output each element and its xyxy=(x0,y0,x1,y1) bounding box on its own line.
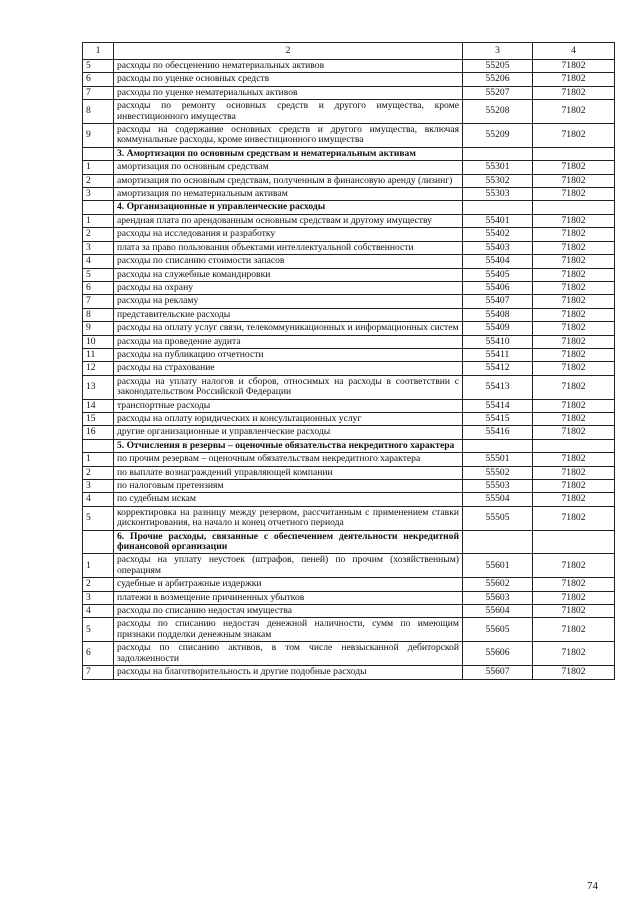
table-row xyxy=(83,666,615,679)
table-row xyxy=(83,255,615,268)
account-symbol: 71802 xyxy=(533,188,615,201)
item-description: расходы на исследования и разработку xyxy=(114,228,463,241)
account-code: 55401 xyxy=(463,214,533,227)
item-description: амортизация по основным средствам xyxy=(114,161,463,174)
account-symbol: 71802 xyxy=(533,281,615,294)
item-description: расходы на рекламу xyxy=(114,295,463,308)
table-row xyxy=(83,591,615,604)
row-number: 6 xyxy=(83,281,114,294)
item-description: расходы по списанию активов, в том числе невзысканной дебиторской задолженности xyxy=(114,642,463,666)
row-number: 3 xyxy=(83,480,114,493)
item-description: по прочим резервам – оценочным обязательствам некредитного характера xyxy=(114,453,463,466)
column-number-2: 2 xyxy=(114,43,463,60)
account-symbol: 71802 xyxy=(533,348,615,361)
row-number: 2 xyxy=(83,228,114,241)
section-title: 6. Прочие расходы, связанные с обеспечением деятельности некредитной финансовой организации xyxy=(114,530,463,554)
account-symbol: 71802 xyxy=(533,605,615,618)
item-description: расходы по списанию недостач денежной наличности, сумм по имеющим признаки подделки денежным знакам xyxy=(114,618,463,642)
row-number: 5 xyxy=(83,268,114,281)
table-row xyxy=(83,618,615,642)
row-number xyxy=(83,201,114,214)
account-symbol: 71802 xyxy=(533,493,615,506)
account-symbol: 71802 xyxy=(533,228,615,241)
row-number: 9 xyxy=(83,124,114,148)
account-symbol: 71802 xyxy=(533,399,615,412)
account-code: 55502 xyxy=(463,466,533,479)
account-symbol xyxy=(533,530,615,554)
accounts-table xyxy=(82,42,615,680)
item-description: расходы на охрану xyxy=(114,281,463,294)
account-code xyxy=(463,530,533,554)
account-symbol: 71802 xyxy=(533,375,615,399)
row-number: 8 xyxy=(83,308,114,321)
section-row xyxy=(83,147,615,160)
account-code: 55409 xyxy=(463,322,533,335)
item-description: расходы по списанию недостач имущества xyxy=(114,605,463,618)
row-number: 6 xyxy=(83,642,114,666)
table-row xyxy=(83,480,615,493)
item-description: арендная плата по арендованным основным средствам и другому имуществу xyxy=(114,214,463,227)
account-code: 55302 xyxy=(463,174,533,187)
row-number: 9 xyxy=(83,322,114,335)
row-number: 16 xyxy=(83,426,114,439)
account-symbol: 71802 xyxy=(533,268,615,281)
account-code: 55414 xyxy=(463,399,533,412)
item-description: представительские расходы xyxy=(114,308,463,321)
table-row xyxy=(83,86,615,99)
page-number: 74 xyxy=(587,880,598,892)
table-row xyxy=(83,466,615,479)
account-code: 55403 xyxy=(463,241,533,254)
account-code: 55405 xyxy=(463,268,533,281)
account-code: 55605 xyxy=(463,618,533,642)
table-row xyxy=(83,188,615,201)
table-row xyxy=(83,322,615,335)
account-code: 55208 xyxy=(463,100,533,124)
row-number: 2 xyxy=(83,466,114,479)
account-code: 55415 xyxy=(463,412,533,425)
account-symbol: 71802 xyxy=(533,161,615,174)
row-number: 4 xyxy=(83,493,114,506)
account-code: 55205 xyxy=(463,60,533,73)
row-number: 8 xyxy=(83,100,114,124)
account-symbol xyxy=(533,147,615,160)
account-code xyxy=(463,147,533,160)
table-row xyxy=(83,399,615,412)
item-description: по судебным искам xyxy=(114,493,463,506)
row-number: 15 xyxy=(83,412,114,425)
account-code xyxy=(463,439,533,452)
item-description: расходы на страхование xyxy=(114,362,463,375)
account-symbol xyxy=(533,201,615,214)
row-number: 7 xyxy=(83,295,114,308)
item-description: расходы по уценке нематериальных активов xyxy=(114,86,463,99)
table-row xyxy=(83,375,615,399)
account-symbol: 71802 xyxy=(533,591,615,604)
table-row xyxy=(83,642,615,666)
table-row xyxy=(83,426,615,439)
item-description: расходы по обесценению нематериальных активов xyxy=(114,60,463,73)
account-symbol: 71802 xyxy=(533,60,615,73)
table-row xyxy=(83,281,615,294)
account-code: 55505 xyxy=(463,506,533,530)
section-row xyxy=(83,201,615,214)
row-number: 3 xyxy=(83,188,114,201)
account-symbol: 71802 xyxy=(533,453,615,466)
item-description: судебные и арбитражные издержки xyxy=(114,578,463,591)
account-code: 55607 xyxy=(463,666,533,679)
column-number-1: 1 xyxy=(83,43,114,60)
table-row xyxy=(83,348,615,361)
account-code: 55407 xyxy=(463,295,533,308)
item-description: расходы на проведение аудита xyxy=(114,335,463,348)
item-description: расходы на публикацию отчетности xyxy=(114,348,463,361)
column-number-3: 3 xyxy=(463,43,533,60)
account-symbol: 71802 xyxy=(533,466,615,479)
table-row xyxy=(83,605,615,618)
table-row xyxy=(83,493,615,506)
account-symbol: 71802 xyxy=(533,480,615,493)
account-code: 55501 xyxy=(463,453,533,466)
row-number: 7 xyxy=(83,666,114,679)
table-row xyxy=(83,161,615,174)
table-row xyxy=(83,412,615,425)
row-number: 5 xyxy=(83,506,114,530)
account-symbol: 71802 xyxy=(533,666,615,679)
table-row xyxy=(83,174,615,187)
account-code: 55606 xyxy=(463,642,533,666)
account-code: 55209 xyxy=(463,124,533,148)
account-code: 55402 xyxy=(463,228,533,241)
row-number: 1 xyxy=(83,161,114,174)
account-code: 55413 xyxy=(463,375,533,399)
column-number-row xyxy=(83,43,615,60)
item-description: по налоговым претензиям xyxy=(114,480,463,493)
account-symbol: 71802 xyxy=(533,174,615,187)
item-description: расходы на содержание основных средств и другого имущества, включая коммунальные расходы, кроме инвестиционного имущества xyxy=(114,124,463,148)
row-number: 2 xyxy=(83,578,114,591)
account-symbol: 71802 xyxy=(533,554,615,578)
account-code: 55301 xyxy=(463,161,533,174)
account-code: 55602 xyxy=(463,578,533,591)
account-code: 55303 xyxy=(463,188,533,201)
account-symbol: 71802 xyxy=(533,322,615,335)
section-row xyxy=(83,530,615,554)
table-row xyxy=(83,268,615,281)
account-code xyxy=(463,201,533,214)
column-number-4: 4 xyxy=(533,43,615,60)
table-row xyxy=(83,578,615,591)
row-number: 1 xyxy=(83,214,114,227)
item-description: расходы на оплату услуг связи, телекоммуникационных и информационных систем xyxy=(114,322,463,335)
row-number: 7 xyxy=(83,86,114,99)
table-row xyxy=(83,362,615,375)
account-symbol: 71802 xyxy=(533,308,615,321)
table-row xyxy=(83,308,615,321)
account-symbol: 71802 xyxy=(533,578,615,591)
account-code: 55406 xyxy=(463,281,533,294)
account-symbol: 71802 xyxy=(533,86,615,99)
section-title: 4. Организационные и управленческие расходы xyxy=(114,201,463,214)
row-number xyxy=(83,530,114,554)
account-symbol: 71802 xyxy=(533,214,615,227)
item-description: расходы на служебные командировки xyxy=(114,268,463,281)
account-code: 55411 xyxy=(463,348,533,361)
item-description: расходы на уплату неустоек (штрафов, пеней) по прочим (хозяйственным) операциям xyxy=(114,554,463,578)
item-description: расходы по списанию стоимости запасов xyxy=(114,255,463,268)
item-description: расходы на благотворительность и другие подобные расходы xyxy=(114,666,463,679)
table-row xyxy=(83,100,615,124)
account-symbol: 71802 xyxy=(533,100,615,124)
row-number: 4 xyxy=(83,255,114,268)
item-description: расходы по ремонту основных средств и другого имущества, кроме инвестиционного имущества xyxy=(114,100,463,124)
row-number: 5 xyxy=(83,60,114,73)
table-row xyxy=(83,241,615,254)
table-row xyxy=(83,214,615,227)
account-code: 55503 xyxy=(463,480,533,493)
section-title: 5. Отчисления в резервы – оценочные обязательства некредитного характера xyxy=(114,439,463,452)
row-number: 3 xyxy=(83,591,114,604)
account-symbol: 71802 xyxy=(533,642,615,666)
account-symbol: 71802 xyxy=(533,426,615,439)
account-code: 55206 xyxy=(463,73,533,86)
table-row xyxy=(83,124,615,148)
table-row xyxy=(83,453,615,466)
row-number: 14 xyxy=(83,399,114,412)
row-number: 10 xyxy=(83,335,114,348)
account-code: 55410 xyxy=(463,335,533,348)
row-number xyxy=(83,147,114,160)
row-number: 1 xyxy=(83,554,114,578)
account-code: 55207 xyxy=(463,86,533,99)
item-description: расходы на уплату налогов и сборов, относимых на расходы в соответствии с законодательством Российской Федерации xyxy=(114,375,463,399)
account-code: 55601 xyxy=(463,554,533,578)
row-number: 13 xyxy=(83,375,114,399)
row-number: 3 xyxy=(83,241,114,254)
row-number: 12 xyxy=(83,362,114,375)
item-description: расходы на оплату юридических и консультационных услуг xyxy=(114,412,463,425)
row-number: 6 xyxy=(83,73,114,86)
account-code: 55412 xyxy=(463,362,533,375)
item-description: транспортные расходы xyxy=(114,399,463,412)
row-number: 5 xyxy=(83,618,114,642)
account-code: 55603 xyxy=(463,591,533,604)
account-symbol xyxy=(533,439,615,452)
table-row xyxy=(83,60,615,73)
item-description: амортизация по нематериальным активам xyxy=(114,188,463,201)
row-number: 11 xyxy=(83,348,114,361)
account-symbol: 71802 xyxy=(533,295,615,308)
account-symbol: 71802 xyxy=(533,412,615,425)
item-description: другие организационные и управленческие расходы xyxy=(114,426,463,439)
section-title: 3. Амортизация по основным средствам и нематериальным активам xyxy=(114,147,463,160)
account-symbol: 71802 xyxy=(533,255,615,268)
table-row xyxy=(83,228,615,241)
row-number: 1 xyxy=(83,453,114,466)
item-description: расходы по уценке основных средств xyxy=(114,73,463,86)
section-row xyxy=(83,439,615,452)
account-symbol: 71802 xyxy=(533,241,615,254)
account-symbol: 71802 xyxy=(533,124,615,148)
account-code: 55604 xyxy=(463,605,533,618)
account-symbol: 71802 xyxy=(533,73,615,86)
item-description: корректировка на разницу между резервом, рассчитанным с применением ставки дисконтирования, на начало и конец отчетного периода xyxy=(114,506,463,530)
row-number: 4 xyxy=(83,605,114,618)
accounts-table-body xyxy=(83,43,615,680)
item-description: плата за право пользования объектами интеллектуальной собственности xyxy=(114,241,463,254)
account-code: 55504 xyxy=(463,493,533,506)
row-number xyxy=(83,439,114,452)
account-code: 55404 xyxy=(463,255,533,268)
account-code: 55408 xyxy=(463,308,533,321)
account-symbol: 71802 xyxy=(533,362,615,375)
table-row xyxy=(83,506,615,530)
account-symbol: 71802 xyxy=(533,618,615,642)
item-description: по выплате вознаграждений управляющей компании xyxy=(114,466,463,479)
account-symbol: 71802 xyxy=(533,506,615,530)
table-row xyxy=(83,554,615,578)
account-symbol: 71802 xyxy=(533,335,615,348)
row-number: 2 xyxy=(83,174,114,187)
table-row xyxy=(83,295,615,308)
item-description: платежи в возмещение причиненных убытков xyxy=(114,591,463,604)
table-row xyxy=(83,73,615,86)
account-code: 55416 xyxy=(463,426,533,439)
item-description: амортизация по основным средствам, полученным в финансовую аренду (лизинг) xyxy=(114,174,463,187)
table-row xyxy=(83,335,615,348)
